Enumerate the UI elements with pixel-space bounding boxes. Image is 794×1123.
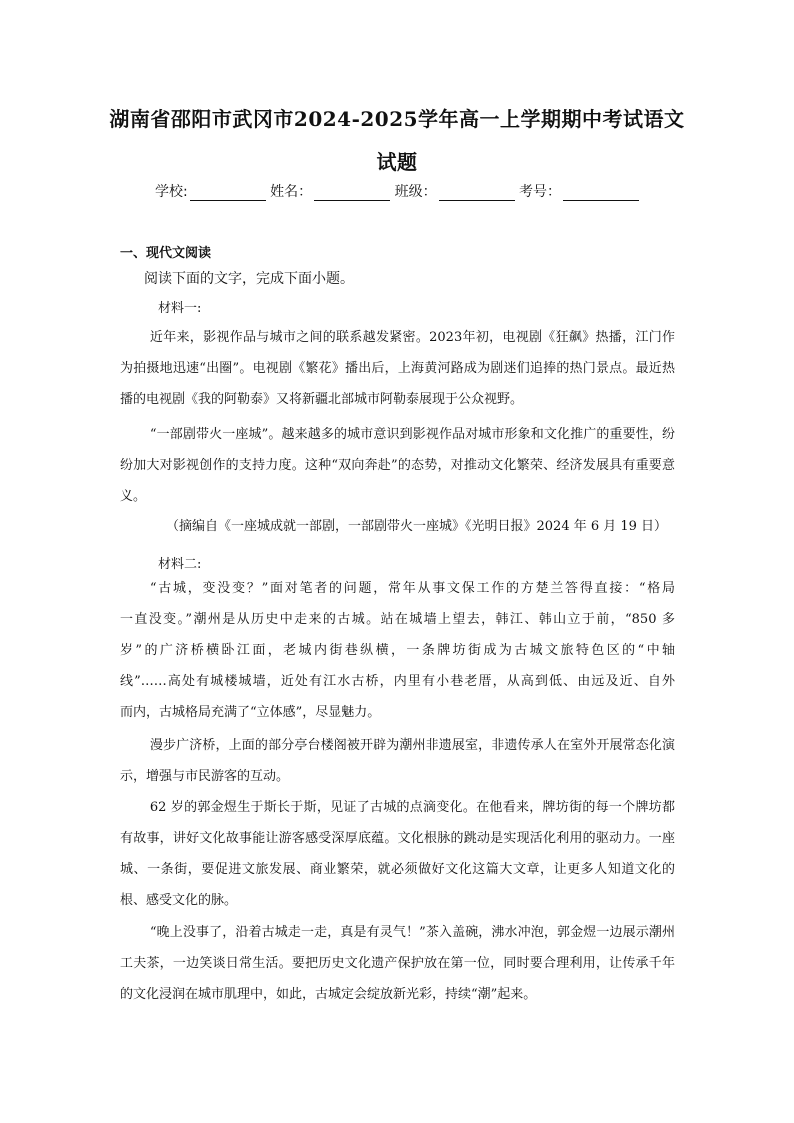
- paragraph-line: 线”……高处有城楼城墙，近处有江水古桥，内里有小巷老厝，从高到低、由远及近、自外: [120, 674, 675, 689]
- exam-number-label: 考号：: [519, 184, 562, 200]
- page-title-line-2: 试题: [376, 150, 418, 174]
- paragraph-line: 一直没变。”潮州是从历史中走来的古城。站在城墙上望去，韩江、韩山立于前，“850 多: [120, 612, 675, 627]
- paragraph-line: 而内，古城格局充满了“立体感”，尽显魅力。: [120, 705, 381, 720]
- page-title-line-1: 湖南省邵阳市武冈市2024-2025学年高一上学期期中考试语文: [109, 107, 685, 131]
- material-2-paragraph-4: “晚上没事了，沿着古城走一走，真是有灵气！”茶入盖碗，沸水冲泡，郭金煜一边展示潮州工夫茶，一边笑谈日常生活。要把历史文化遗产保护放在第一位，同时要合理利用，让传承千年的文化浸润在城市肌理中，如此，古城定会绽放新光彩，持续“潮”起来。: [120, 925, 675, 1002]
- class-blank[interactable]: [439, 185, 515, 201]
- material-2-paragraph-1: [120, 573, 675, 728]
- school-blank[interactable]: [190, 185, 266, 201]
- section-heading: 一、现代文阅读: [120, 246, 212, 261]
- material-1-paragraph-2: “一部剧带火一座城”。越来越多的城市意识到影视作品对城市形象和文化推广的重要性，纷纷加大对影视创作的支持力度。这种“双向奔赴”的态势，对推动文化繁荣、经济发展具有重要意义。: [120, 427, 675, 504]
- paragraph-line: “古城，变没变？”面对笔者的问题，常年从事文保工作的方楚兰答得直接：“格局: [149, 581, 675, 596]
- material-1-paragraph-1: 近年来，影视作品与城市之间的联系越发紧密。2023年初，电视剧《狂飙》热播，江门作为拍摄地迅速“出圈”。电视剧《繁花》播出后，上海黄河路成为剧迷们追捧的热门景点。最近热播的电视剧《我的阿勒泰》又将新疆北部城市阿勒泰展现于公众视野。: [120, 330, 675, 407]
- exam-number-blank[interactable]: [563, 185, 639, 201]
- class-label: 班级：: [394, 184, 437, 200]
- material-2-paragraph-2: 漫步广济桥，上面的部分亭台楼阁被开辟为潮州非遗展室，非遗传承人在室外开展常态化演示，增强与市民游客的互动。: [120, 738, 675, 784]
- reading-instruction: 阅读下面的文字，完成下面小题。: [144, 271, 354, 287]
- material-1-source: （摘编自《一座城成就一部剧，一部剧带火一座城》《光明日报》2024 年 6 月 19 日）: [166, 519, 668, 534]
- material-2-paragraph-3: 62 岁的郭金煜生于斯长于斯，见证了古城的点滴变化。在他看来，牌坊街的每一个牌坊都有故事，讲好文化故事能让游客感受深厚底蕴。文化根脉的跳动是实现活化利用的驱动力。一座城、一条街，要促进文旅发展、商业繁荣，就必须做好文化这篇大文章，让更多人知道文化的根、感受文化的脉。: [120, 800, 675, 908]
- name-label: 姓名：: [270, 184, 313, 200]
- school-label: 学校:: [154, 184, 188, 200]
- material-2-label: 材料二:: [158, 557, 202, 572]
- name-blank[interactable]: [314, 185, 390, 201]
- paragraph-line: 岁”的广济桥横卧江面，老城内街巷纵横，一条牌坊街成为古城文旅特色区的“中轴: [120, 643, 675, 658]
- material-1-label: 材料一:: [158, 301, 202, 316]
- student-info-row: [0, 181, 794, 201]
